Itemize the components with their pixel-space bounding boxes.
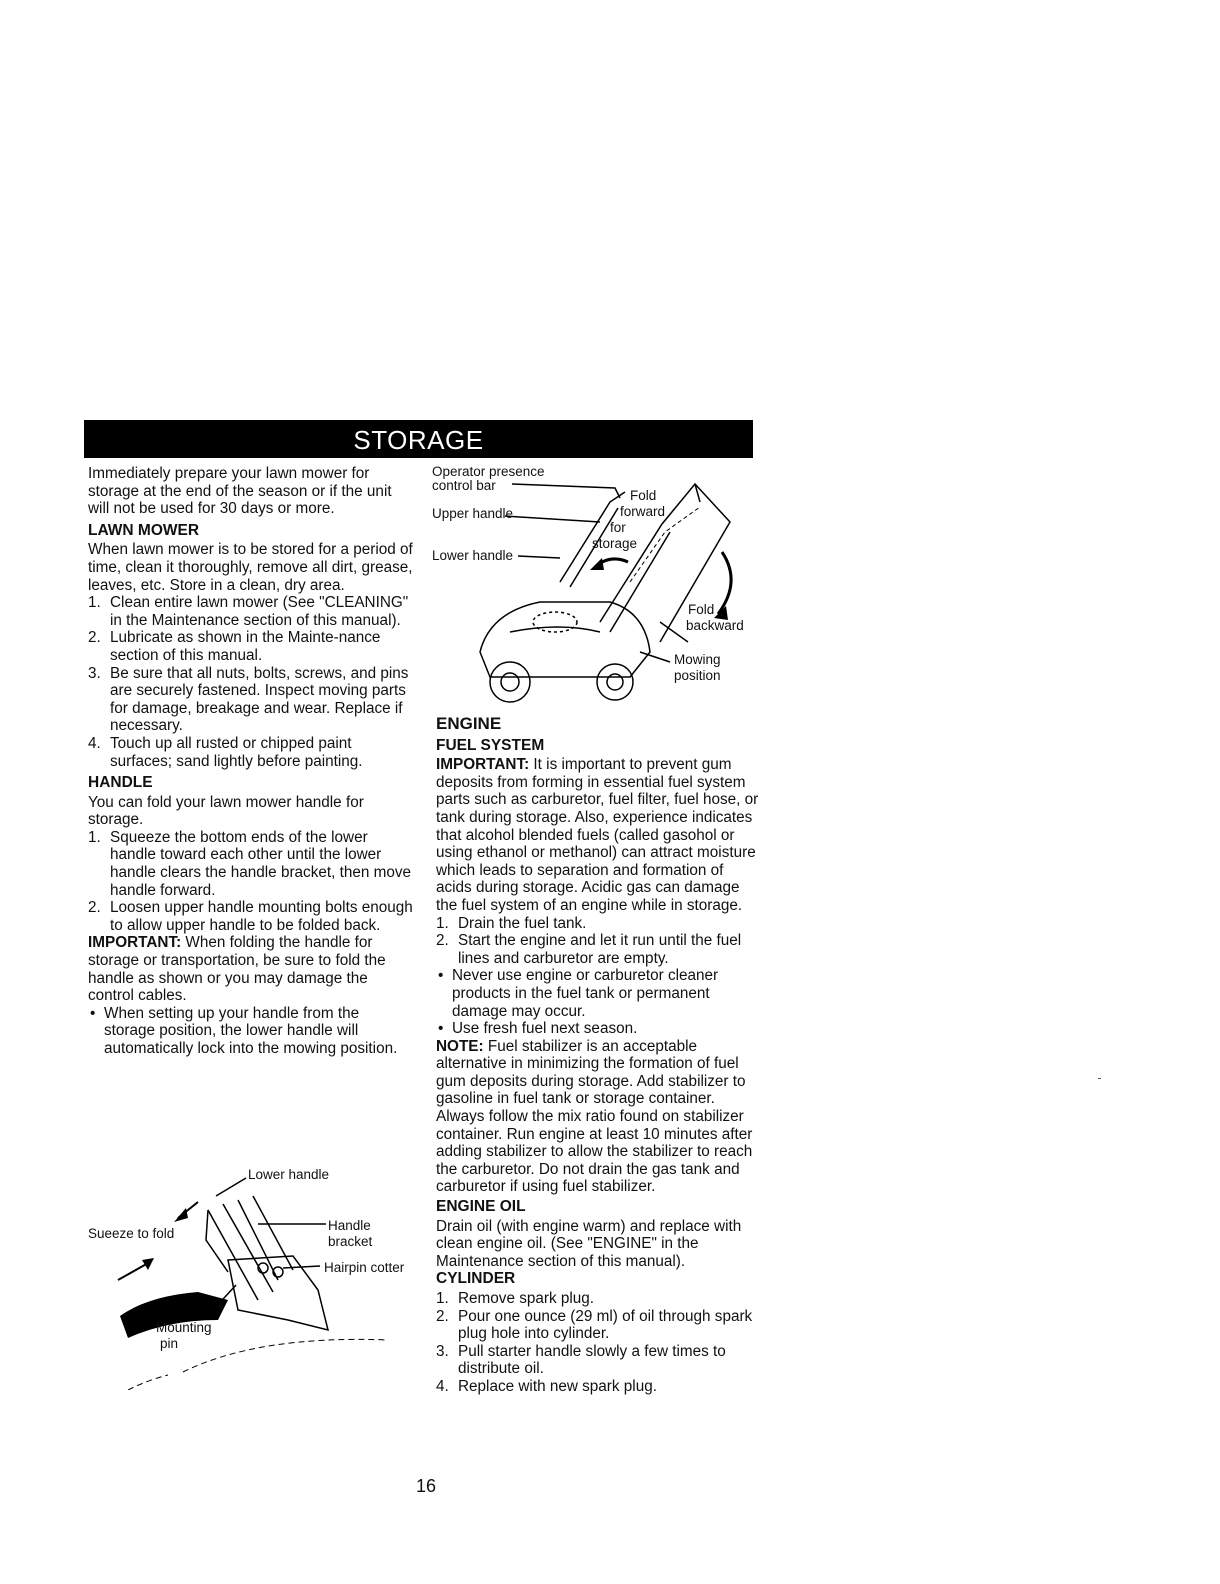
engine-oil-text: Drain oil (with engine warm) and replace with clean engine oil. (See "ENGINE" in the Maintenance section of this manual). [436, 1217, 742, 1270]
right-column [436, 715, 761, 1396]
section-title-banner: STORAGE [84, 420, 753, 458]
label-fold-forward-2: forward [620, 504, 666, 519]
handle-bullets [88, 1005, 413, 1058]
list-item: 1. Drain the fuel tank. [436, 914, 587, 932]
label-mounting-2: pin [160, 1336, 179, 1351]
fuel-important: IMPORTANT: It is important to prevent gum deposits from forming in essential fuel system parts such as carburetor, fuel filter, fuel hose, or tank during storage. Also, experience indicates that alcohol blended fuels (called gasohol or using ethanol or methanol) can attract moisture which leads to separation and formation of acids during storage. Acidic gas can damage the fuel system of an engine while in storage. [436, 756, 759, 914]
label-fold-forward-1: Fold [630, 488, 657, 503]
label-lower-handle: Lower handle [248, 1167, 330, 1182]
label-mowing-1: Mowing [674, 652, 721, 667]
list-item: 1. Remove spark plug. [436, 1290, 595, 1307]
label-hairpin-cotter: Hairpin cotter [324, 1260, 405, 1275]
label-handle-bracket-1: Handle [328, 1218, 371, 1233]
fuel-system-heading: FUEL SYSTEM [436, 736, 545, 754]
label-handle-bracket-2: bracket [328, 1234, 373, 1249]
handle-heading: HANDLE [88, 774, 153, 792]
list-item: 3. Be sure that all nuts, bolts, screws, and pins are securely fastened. Inspect moving parts for damage, breakage and wear. Replace if necessary. [88, 664, 409, 735]
label-operator-1: Operator presence [432, 464, 545, 479]
fuel-note: NOTE: Fuel stabilizer is an acceptable alternative in minimizing the formation of fuel gum deposits during storage. Add stabilizer to gasoline in fuel tank or storage container. Always follow the mix ratio found on stabilizer container. Run engine at least 10 minutes after adding stabilizer to allow the stabilizer to reach the carburetor. Do not drain the gas tank and carburetor if using fuel stabilizer. [436, 1037, 753, 1196]
label-fold-forward-4: storage [592, 536, 638, 551]
cylinder-heading: CYLINDER [436, 1270, 516, 1288]
list-item: • Never use engine or carburetor cleaner products in the fuel tank or permanent damage may occur. [438, 967, 719, 1020]
label-fold-backward-2: backward [686, 618, 744, 633]
list-item: 2. Lubricate as shown in the Mainte-nance section of this manual. [88, 629, 381, 664]
mower-fold-figure [430, 462, 760, 712]
label-mowing-2: position [674, 668, 721, 683]
fuel-steps [436, 915, 761, 968]
handle-bracket-illustration [88, 1160, 423, 1390]
label-fold-backward-1: Fold [688, 602, 715, 617]
list-item: 1. Squeeze the bottom ends of the lower handle toward each other until the lower handle clears the handle bracket, then move handle forward. [88, 828, 412, 899]
label-lower-handle-right: Lower handle [432, 548, 514, 563]
engine-heading: ENGINE [436, 714, 502, 733]
list-item: • Use fresh fuel next season. [438, 1020, 638, 1038]
label-mounting-1: Mounting [156, 1320, 212, 1335]
lawn-mower-heading: LAWN MOWER [88, 521, 200, 539]
engine-oil-heading: ENGINE OIL [436, 1198, 526, 1216]
label-operator-2: control bar [432, 478, 496, 493]
label-squeeze: Sueeze to fold [88, 1226, 175, 1241]
handle-steps [88, 829, 413, 935]
list-item: 4. Touch up all rusted or chipped paint surfaces; sand lightly before painting. [88, 734, 363, 770]
fuel-bullets [436, 967, 761, 1037]
label-upper-handle: Upper handle [432, 506, 514, 521]
handle-important: IMPORTANT: When folding the handle for storage or transportation, be sure to fold the handle as shown or you may damage the control cables. [88, 934, 386, 1005]
list-item: • When setting up your handle from the storage position, the lower handle will automatically lock into the mowing position. [90, 1004, 398, 1057]
lawn-mower-steps [88, 594, 413, 770]
label-fold-forward-3: for [610, 520, 626, 535]
list-item: 2. Loosen upper handle mounting bolts enough to allow upper handle to be folded back. [88, 899, 413, 934]
intro-paragraph: Immediately prepare your lawn mower for storage at the end of the season or if the unit will not be used for 30 days or more. [88, 465, 392, 518]
list-item: 2. Start the engine and let it run until the fuel lines and carburetor are empty. [436, 932, 742, 967]
list-item: 3. Pull starter handle slowly a few times to distribute oil. [436, 1342, 726, 1378]
left-column [88, 465, 413, 1058]
lawn-mower-text: When lawn mower is to be stored for a period of time, clean it thoroughly, remove all dirt, grease, leaves, etc. Store in a clean, dry area. [88, 541, 413, 594]
page-number: 16 [416, 1476, 437, 1496]
list-item: 4. Replace with new spark plug. [436, 1377, 657, 1395]
list-item: 2. Pour one ounce (29 ml) of oil through spark plug hole into cylinder. [436, 1307, 753, 1343]
scan-speck [1098, 1078, 1101, 1079]
cylinder-steps [436, 1290, 761, 1396]
handle-text: You can fold your lawn mower handle for storage. [88, 793, 364, 829]
list-item: 1. Clean entire lawn mower (See "CLEANING" in the Maintenance section of this manual). [88, 594, 409, 629]
handle-bracket-figure [88, 1160, 423, 1390]
